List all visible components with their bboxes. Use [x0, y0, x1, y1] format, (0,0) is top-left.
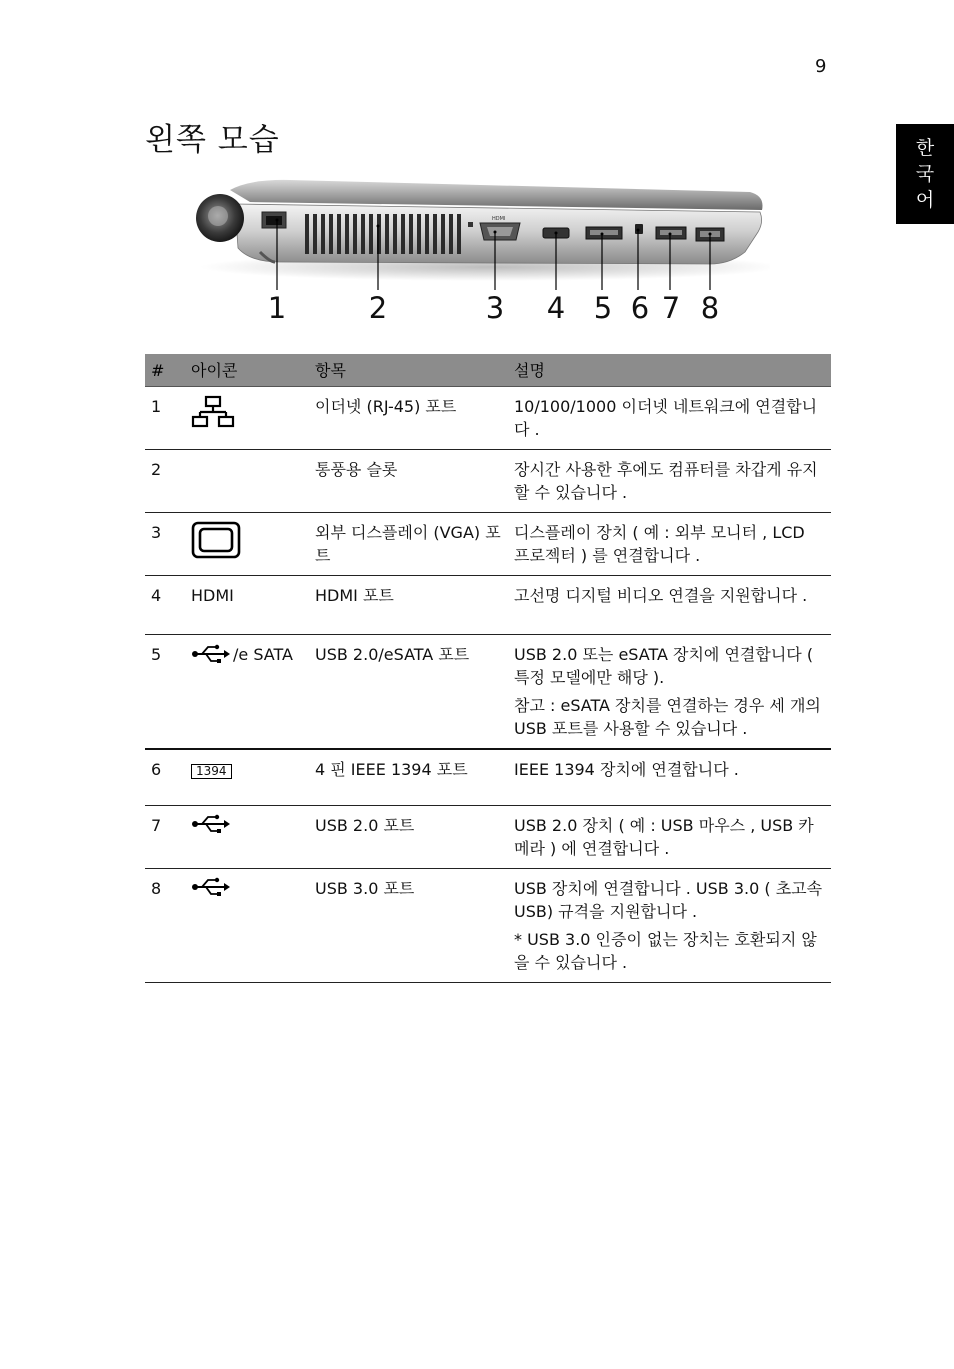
row-icon [185, 387, 309, 450]
callout-number: 4 [546, 291, 566, 325]
row-item: HDMI 포트 [309, 576, 508, 635]
row-icon [185, 513, 309, 576]
callout-number: 7 [661, 291, 681, 325]
row-number: 3 [145, 513, 185, 576]
row-description: 10/100/1000 이더넷 네트워크에 연결합니다 . [508, 387, 831, 450]
row-icon [185, 635, 309, 750]
callout-number: 6 [630, 291, 650, 325]
language-tab-char: 국 [915, 163, 935, 185]
row-item: USB 3.0 포트 [309, 868, 508, 982]
row-number: 4 [145, 576, 185, 635]
callout-number: 3 [485, 291, 505, 325]
row-description: USB 장치에 연결합니다 . USB 3.0 ( 초고속 USB) 규격을 지원합니다 . * USB 3.0 인증이 없는 장치는 호환되지 않을 수 있습니다 . [508, 868, 831, 982]
row-item: 통풍용 슬롯 [309, 450, 508, 513]
header-icon: 아이콘 [185, 354, 309, 387]
callout-number: 1 [267, 291, 287, 325]
usb-icon [191, 877, 231, 897]
header-number: # [145, 354, 185, 387]
row-icon [185, 749, 309, 805]
table-row [145, 450, 831, 513]
callout-number: 2 [368, 291, 388, 325]
row-icon [185, 805, 309, 868]
table-row [145, 635, 831, 750]
row-description: 고선명 디지털 비디오 연결을 지원합니다 . [508, 576, 831, 635]
row-item: 4 핀 IEEE 1394 포트 [309, 749, 508, 805]
row-description: 디스플레이 장치 ( 예 : 외부 모니터 , LCD 프로젝터 ) 를 연결합니다 . [508, 513, 831, 576]
callout-number: 5 [593, 291, 613, 325]
language-tab [896, 124, 954, 224]
language-tab-char: 어 [915, 189, 935, 211]
usb-icon [191, 644, 231, 664]
hdmi-port-label: HDMI [492, 216, 506, 222]
table-row [145, 749, 831, 805]
row-number: 7 [145, 805, 185, 868]
row-icon [185, 450, 309, 513]
row-number: 1 [145, 387, 185, 450]
row-number: 8 [145, 868, 185, 982]
table-row [145, 868, 831, 982]
hdmi-icon: HDMI [185, 576, 309, 635]
table-row [145, 805, 831, 868]
usb-icon [191, 814, 231, 834]
table-header-row [145, 354, 831, 387]
row-description: USB 2.0 장치 ( 예 : USB 마우스 , USB 카메라 ) 에 연결합니다 . [508, 805, 831, 868]
row-number: 2 [145, 450, 185, 513]
table-row [145, 387, 831, 450]
page-number: 9 [815, 56, 827, 77]
header-description: 설명 [508, 354, 831, 387]
ports-table [145, 354, 831, 983]
row-number: 5 [145, 635, 185, 750]
row-number: 6 [145, 749, 185, 805]
row-description: USB 2.0 또는 eSATA 장치에 연결합니다 ( 특정 모델에만 해당 ). 참고 : eSATA 장치를 연결하는 경우 세 개의 USB 포트를 사용할 수 있습니다 . [508, 635, 831, 750]
row-description: 장시간 사용한 후에도 컴퓨터를 차갑게 유지할 수 있습니다 . [508, 450, 831, 513]
vga-icon [191, 521, 241, 559]
row-item: USB 2.0 포트 [309, 805, 508, 868]
row-item: USB 2.0/eSATA 포트 [309, 635, 508, 750]
header-item: 항목 [309, 354, 508, 387]
ethernet-icon [191, 395, 235, 429]
language-tab-char: 한 [915, 137, 935, 159]
table-row [145, 576, 831, 635]
row-item: 이더넷 (RJ-45) 포트 [309, 387, 508, 450]
row-icon [185, 868, 309, 982]
table-row [145, 513, 831, 576]
page-title: 왼쪽 모습 [145, 122, 280, 158]
esata-icon-label: /e SATA [233, 645, 293, 664]
row-description: IEEE 1394 장치에 연결합니다 . [508, 749, 831, 805]
laptop-left-side-figure [190, 170, 770, 335]
row-item: 외부 디스플레이 (VGA) 포트 [309, 513, 508, 576]
ieee1394-icon: 1394 [191, 764, 232, 779]
callout-number: 8 [700, 291, 720, 325]
